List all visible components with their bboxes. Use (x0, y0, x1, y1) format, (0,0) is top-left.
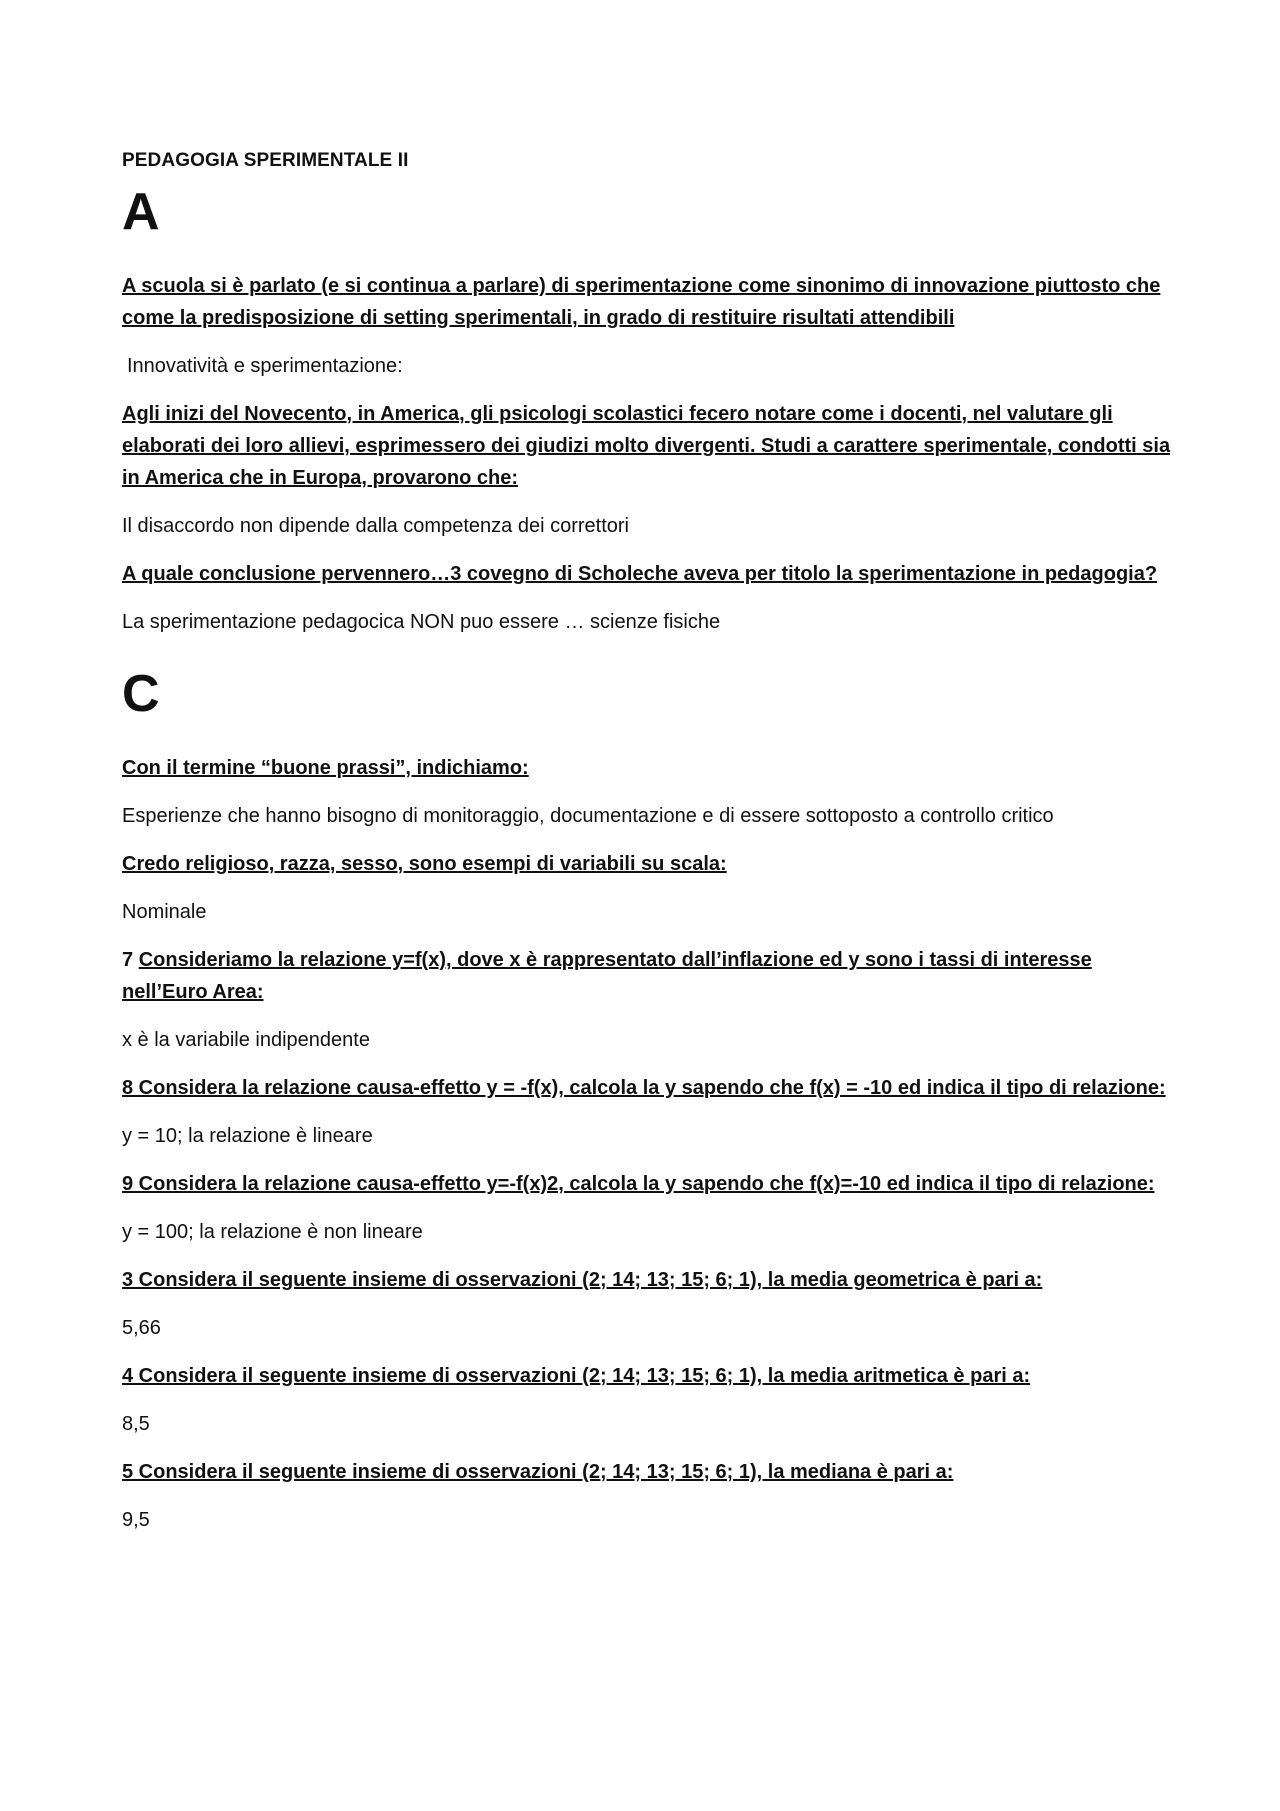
document-title: PEDAGOGIA SPERIMENTALE II (122, 150, 409, 171)
answer-text: 9,5 (122, 1509, 150, 1531)
question-text: 4 Considera il seguente insieme di osservazioni (2; 14; 13; 15; 6; 1), la media aritmetica è pari a: (122, 1365, 1031, 1387)
question-number: 7 (122, 949, 134, 971)
answer-text: Nominale (122, 901, 207, 923)
answer-text: Il disaccordo non dipende dalla competenza dei correttori (122, 515, 629, 537)
question-text: 8 Considera la relazione causa-effetto y = -f(x), calcola la y sapendo che f(x) = -10 ed indica il tipo di relazione: (122, 1077, 1166, 1099)
answer-text: La sperimentazione pedagocica NON puo essere … scienze fisiche (122, 611, 721, 633)
question-text: Consideriamo la relazione y=f(x), dove x è rappresentato dall’inflazione ed y sono i tassi di interesse nell’Euro Area: (122, 949, 1092, 1003)
question-text: Credo religioso, razza, sesso, sono esempi di variabili su scala: (122, 853, 727, 875)
question-text: 9 Considera la relazione causa-effetto y=-f(x)2, calcola la y sapendo che f(x)=-10 ed indica il tipo di relazione: (122, 1173, 1155, 1195)
question-text: A quale conclusione pervennero…3 covegno di Scholeche aveva per titolo la sperimentazione in pedagogia? (122, 563, 1158, 585)
answer-text: x è la variabile indipendente (122, 1029, 370, 1051)
answer-text: 8,5 (122, 1413, 150, 1435)
question-text: 5 Considera il seguente insieme di osservazioni (2; 14; 13; 15; 6; 1), la mediana è pari a: (122, 1461, 954, 1483)
question-text: Con il termine “buone prassi”, indichiamo: (122, 757, 529, 779)
document-page (122, 150, 1182, 1552)
answer-text: 5,66 (122, 1317, 161, 1339)
section-letter-c: C (122, 665, 160, 723)
section-letter-a: A (122, 183, 160, 241)
answer-text: Esperienze che hanno bisogno di monitoraggio, documentazione e di essere sottoposto a controllo critico (122, 805, 1054, 827)
question-text: Agli inizi del Novecento, in America, gli psicologi scolastici fecero notare come i docenti, nel valutare gli elaborati dei loro allievi, esprimessero dei giudizi molto divergenti. Studi a carattere sperimentale, condotti sia in America che in Europa, provarono che: (122, 403, 1171, 489)
answer-text: y = 100; la relazione è non lineare (122, 1221, 423, 1243)
question-text: 3 Considera il seguente insieme di osservazioni (2; 14; 13; 15; 6; 1), la media geometrica è pari a: (122, 1269, 1043, 1291)
answer-text: Innovatività e sperimentazione: (127, 355, 403, 377)
answer-text: y = 10; la relazione è lineare (122, 1125, 373, 1147)
question-7 (122, 944, 1182, 1008)
question-text: A scuola si è parlato (e si continua a parlare) di sperimentazione come sinonimo di innovazione piuttosto che come la predisposizione di setting sperimentali, in grado di restituire risultati attendibili (122, 275, 1161, 329)
